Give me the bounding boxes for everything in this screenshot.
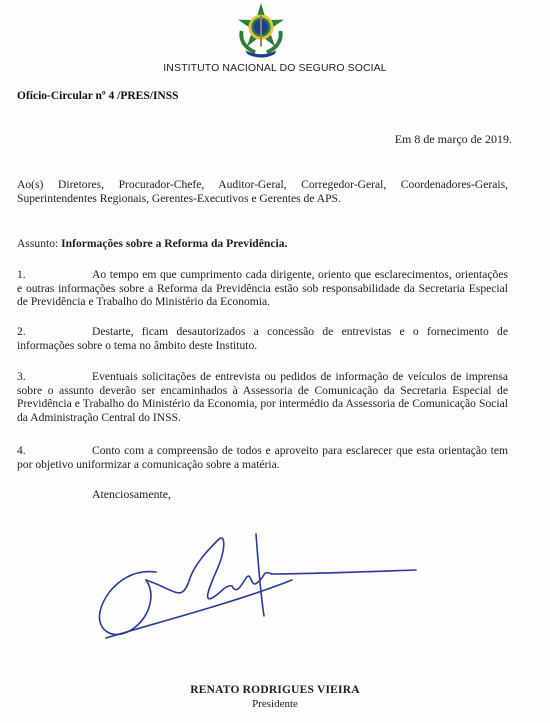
paragraph-text: Destarte, ficam desautorizados a concessão de entrevistas e o fornecimento de informações sobre o tema no âmbito deste Instituto.	[17, 325, 508, 352]
paragraph-text: Conto com a compreensão de todos e aproveito para esclarecer que esta orientação tem por objetivo uniformizar a comunicação sobre a matéria.	[17, 444, 508, 471]
closing-salutation: Atenciosamente,	[92, 487, 171, 501]
paragraph-number: 1.	[17, 268, 26, 281]
document-reference: Ofício-Circular nº 4 /PRES/INSS	[17, 90, 179, 102]
paragraph-number: 4.	[17, 444, 26, 457]
paragraph-4	[17, 444, 508, 471]
paragraph-1	[17, 268, 508, 309]
addressees-paragraph: Ao(s) Diretores, Procurador-Chefe, Auditor-Geral, Corregedor-Geral, Coordenadores-Gerais, Superintendentes Regionais, Gerentes-Executivos e Gerentes de APS.	[17, 178, 508, 205]
institute-name: INSTITUTO NACIONAL DO SEGURO SOCIAL	[163, 62, 387, 74]
subject-label: Assunto:	[17, 237, 59, 250]
subject-text: Informações sobre a Reforma da Previdência.	[61, 237, 288, 250]
signer-name: RENATO RODRIGUES VIEIRA	[190, 684, 360, 696]
coat-of-arms-icon	[232, 2, 290, 60]
paragraph-3	[17, 370, 508, 424]
document-date: Em 8 de março de 2019.	[394, 132, 512, 146]
paragraph-text: Ao tempo em que cumprimento cada dirigente, oriento que esclarecimentos, orientações e outras informações sobre a Reforma da Previdência estão sob responsabilidade da Secretaria Especial de Previdência e Trabalho do Ministério da Economia.	[17, 268, 508, 309]
handwritten-signature	[86, 520, 426, 660]
paragraph-number: 3.	[17, 370, 26, 383]
signer-role: Presidente	[252, 698, 298, 710]
subject-line	[17, 237, 508, 251]
paragraph-2	[17, 325, 508, 352]
paragraph-text: Eventuais solicitações de entrevista ou pedidos de informação de veículos de imprensa sobre o assunto deverão ser encaminhados à Assessoria de Comunicação da Secretaria Especial de Previdência e Trabalho do Ministério da Economia, por intermédio da Assessoria de Comunicação Social da Administração Central do INSS.	[17, 370, 508, 424]
paragraph-number: 2.	[17, 325, 26, 338]
